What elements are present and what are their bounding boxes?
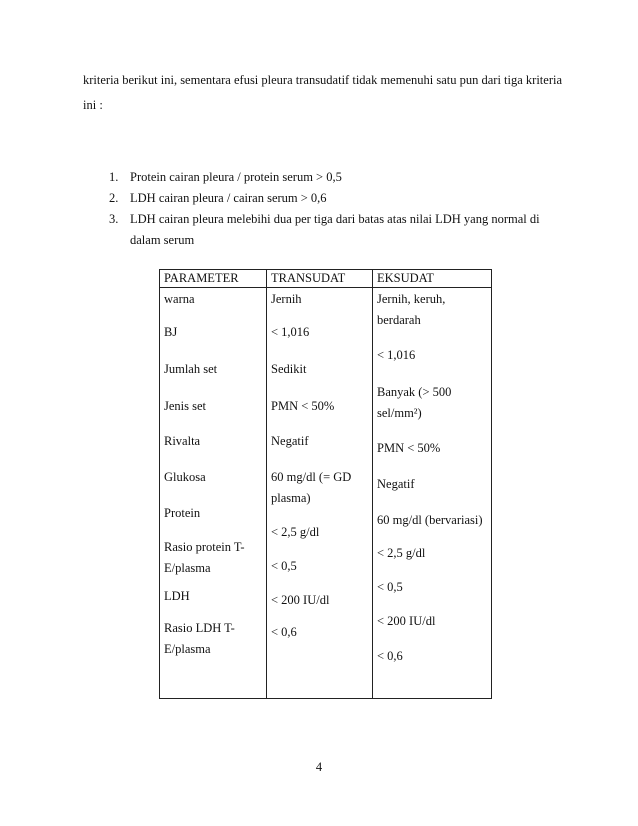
- eksudat-cell: < 200 IU/dl: [377, 614, 436, 628]
- list-item-text: Protein cairan pleura / protein serum > 0,5: [130, 170, 342, 184]
- eksudat-cell: Jernih, keruh, berdarah: [377, 292, 446, 327]
- parameter-cell: LDH: [164, 589, 190, 603]
- eksudat-cell: < 0,5: [377, 580, 403, 594]
- transudat-cell: < 0,6: [271, 625, 297, 639]
- eksudat-column: [373, 288, 492, 699]
- transudat-cell: < 200 IU/dl: [271, 593, 330, 607]
- parameter-cell: Glukosa: [164, 470, 206, 484]
- transudat-cell: < 1,016: [271, 325, 310, 339]
- comparison-table: [159, 269, 492, 699]
- transudat-cell: PMN < 50%: [271, 399, 335, 413]
- eksudat-cell: Banyak (> 500 sel/mm²): [377, 385, 452, 420]
- header-parameter: PARAMETER: [160, 270, 267, 288]
- parameter-cell: warna: [164, 292, 195, 306]
- transudat-cell: Negatif: [271, 434, 309, 448]
- eksudat-cell: 60 mg/dl (bervariasi): [377, 513, 483, 527]
- eksudat-cell: PMN < 50%: [377, 441, 441, 455]
- parameter-cell: Jenis set: [164, 399, 207, 413]
- transudat-cell: < 2,5 g/dl: [271, 525, 320, 539]
- list-item-number: 2.: [109, 191, 119, 205]
- intro-paragraph: kriteria berikut ini, sementara efusi pleura transudatif tidak memenuhi satu pun dari tiga kriteria ini :: [83, 73, 563, 112]
- eksudat-cell: < 2,5 g/dl: [377, 546, 426, 560]
- list-item: [109, 188, 559, 209]
- list-item: [109, 167, 559, 188]
- list-item-number: 3.: [109, 212, 119, 226]
- transudat-column: [267, 288, 373, 699]
- criteria-list: [109, 167, 559, 251]
- list-item: [109, 209, 559, 251]
- parameter-cell: Protein: [164, 506, 201, 520]
- table-row: [160, 288, 492, 699]
- eksudat-cell: < 0,6: [377, 649, 403, 663]
- page-number: 4: [315, 760, 323, 774]
- header-transudat: TRANSUDAT: [267, 270, 373, 288]
- parameter-cell: Rasio protein T-E/plasma: [164, 540, 245, 575]
- parameter-cell: BJ: [164, 325, 178, 339]
- parameter-cell: Rasio LDH T-E/plasma: [164, 621, 235, 656]
- parameter-cell: Rivalta: [164, 434, 201, 448]
- transudat-cell: < 0,5: [271, 559, 297, 573]
- list-item-text: LDH cairan pleura / cairan serum > 0,6: [130, 191, 327, 205]
- parameter-cell: Jumlah set: [164, 362, 218, 376]
- list-item-text: LDH cairan pleura melebihi dua per tiga dari batas atas nilai LDH yang normal di dalam serum: [130, 212, 540, 247]
- eksudat-cell: < 1,016: [377, 348, 416, 362]
- eksudat-cell: Negatif: [377, 477, 415, 491]
- transudat-cell: Sedikit: [271, 362, 307, 376]
- table-header-row: [160, 270, 492, 288]
- transudat-cell: Jernih: [271, 292, 302, 306]
- header-eksudat: EKSUDAT: [373, 270, 492, 288]
- transudat-cell: 60 mg/dl (= GD plasma): [271, 470, 352, 505]
- list-item-number: 1.: [109, 170, 119, 184]
- parameter-column: [160, 288, 267, 699]
